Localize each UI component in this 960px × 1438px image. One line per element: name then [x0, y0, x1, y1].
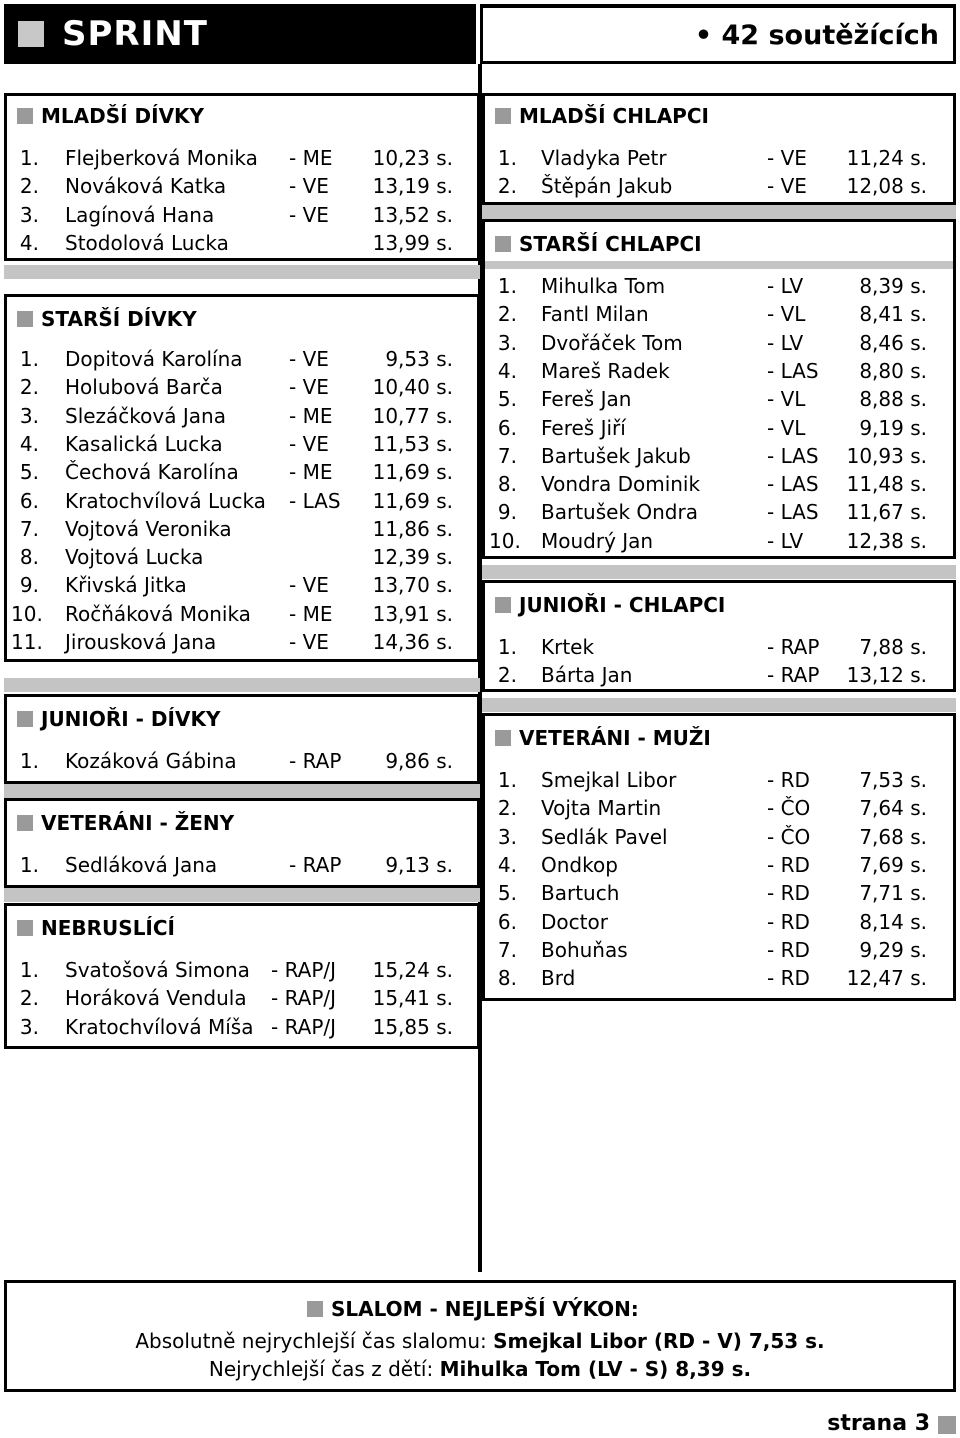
rank: 8.	[497, 966, 517, 991]
rank: 2.	[497, 174, 517, 199]
separator-band	[4, 784, 480, 798]
result-row	[485, 851, 953, 879]
competitor-name: Vondra Dominik	[541, 472, 701, 497]
time: 7,68 s.	[859, 824, 927, 849]
time: 13,91 s.	[372, 601, 453, 626]
separator-band	[482, 698, 956, 712]
club: - ČO	[767, 824, 811, 849]
result-row	[485, 936, 953, 964]
square-bullet-icon	[17, 108, 33, 124]
rank: 5.	[497, 881, 517, 906]
time: 10,93 s.	[846, 443, 927, 468]
square-bullet-icon	[495, 108, 511, 124]
result-row	[7, 956, 477, 984]
section-title: MLADŠÍ CHLAPCI	[495, 104, 709, 128]
title-bar	[4, 4, 476, 64]
competitor-name: Bartušek Ondra	[541, 500, 698, 525]
rank: 10.	[11, 601, 43, 626]
rank: 9.	[497, 500, 517, 525]
club: - LAS	[767, 472, 819, 497]
result-row	[7, 628, 477, 656]
competitor-name: Slezáčková Jana	[65, 403, 226, 428]
slalom-title: SLALOM - NEJLEPŠÍ VÝKON:	[307, 1297, 639, 1321]
competitor-name: Brd	[541, 966, 576, 991]
competitor-name: Bartušek Jakub	[541, 443, 691, 468]
result-row	[485, 498, 953, 526]
rank: 4.	[19, 230, 39, 255]
panel-veterani-zeny	[4, 798, 480, 888]
time: 11,86 s.	[372, 516, 453, 541]
result-row	[7, 600, 477, 628]
club: - RAP	[289, 853, 342, 877]
rank: 3.	[19, 202, 39, 227]
time: 7,53 s.	[859, 768, 927, 792]
square-bullet-icon	[17, 311, 33, 327]
section-title: VETERÁNI - MUŽI	[495, 726, 711, 750]
time: 8,88 s.	[859, 387, 927, 412]
rank: 1.	[19, 146, 39, 170]
time: 11,69 s.	[372, 488, 453, 513]
time: 7,88 s.	[859, 635, 927, 659]
result-row	[7, 458, 477, 486]
time: 12,39 s.	[372, 545, 453, 570]
time: 12,47 s.	[846, 966, 927, 991]
square-bullet-icon	[307, 1301, 323, 1317]
time: 11,24 s.	[846, 146, 927, 170]
time: 9,29 s.	[859, 937, 927, 962]
rank: 9.	[19, 573, 39, 598]
competitor-name: Flejberková Monika	[65, 146, 258, 170]
rank: 1.	[497, 635, 517, 659]
time: 8,80 s.	[859, 358, 927, 383]
club: - ČO	[767, 796, 811, 821]
result-row	[7, 430, 477, 458]
time: 9,53 s.	[385, 347, 453, 371]
rank: 6.	[497, 415, 517, 440]
section-title: STARŠÍ DÍVKY	[17, 307, 197, 331]
rank: 2.	[19, 986, 39, 1011]
competitor-name: Nováková Katka	[65, 174, 227, 199]
separator-band	[485, 261, 953, 269]
competitor-name: Ondkop	[541, 852, 618, 877]
club: - RAP/J	[271, 1014, 337, 1039]
result-row	[485, 661, 953, 689]
panel-starsi-divky	[4, 294, 480, 662]
time: 9,19 s.	[859, 415, 927, 440]
rank: 7.	[19, 516, 39, 541]
competitor-name: Kozáková Gábina	[65, 749, 237, 773]
time: 8,41 s.	[859, 302, 927, 327]
club: - RAP	[767, 635, 820, 659]
result-row	[7, 229, 477, 257]
competitor-name: Krtek	[541, 635, 595, 659]
separator-band	[482, 205, 956, 219]
square-bullet-icon	[18, 21, 44, 47]
time: 7,71 s.	[859, 881, 927, 906]
competitor-name: Holubová Barča	[65, 375, 223, 400]
rank: 1.	[497, 146, 517, 170]
time: 11,53 s.	[372, 431, 453, 456]
competitor-name: Vojta Martin	[541, 796, 662, 821]
panel-mladsi-divky	[4, 93, 480, 261]
competitor-name: Kasalická Lucka	[65, 431, 223, 456]
result-row	[485, 794, 953, 822]
club: - VE	[289, 573, 329, 598]
club: - LV	[767, 330, 804, 355]
square-bullet-icon	[17, 711, 33, 727]
club: - VE	[289, 630, 329, 654]
section-title: JUNIOŘI - CHLAPCI	[495, 593, 725, 617]
slalom-best-box	[4, 1280, 956, 1392]
section-title: VETERÁNI - ŽENY	[17, 811, 234, 835]
time: 13,12 s.	[846, 663, 927, 688]
rank: 6.	[497, 909, 517, 934]
time: 11,69 s.	[372, 460, 453, 485]
rank: 2.	[497, 663, 517, 688]
result-row	[485, 823, 953, 851]
competitor-name: Bohuňas	[541, 937, 628, 962]
square-bullet-icon	[938, 1416, 956, 1434]
result-row	[7, 747, 477, 775]
competitor-name: Fantl Milan	[541, 302, 649, 327]
competitor-name: Křivská Jitka	[65, 573, 187, 598]
competitor-name: Stodolová Lucka	[65, 230, 229, 255]
rank: 1.	[19, 347, 39, 371]
competitor-name: Moudrý Jan	[541, 528, 654, 553]
club: - RD	[767, 966, 810, 991]
rank: 4.	[497, 358, 517, 383]
time: 15,85 s.	[372, 1014, 453, 1039]
separator-band	[4, 265, 480, 279]
rank: 7.	[497, 937, 517, 962]
result-row	[7, 851, 477, 879]
competitor-name: Vladyka Petr	[541, 146, 667, 170]
club: - ME	[289, 403, 333, 428]
competitor-name: Dopitová Karolína	[65, 347, 243, 371]
time: 10,77 s.	[372, 403, 453, 428]
result-row	[485, 442, 953, 470]
result-row	[485, 633, 953, 661]
time: 15,41 s.	[372, 986, 453, 1011]
result-row	[7, 515, 477, 543]
rank: 3.	[497, 330, 517, 355]
rank: 5.	[19, 460, 39, 485]
club: - RD	[767, 909, 810, 934]
result-row	[485, 908, 953, 936]
rank: 8.	[497, 472, 517, 497]
competitor-name: Bárta Jan	[541, 663, 633, 688]
section-title: STARŠÍ CHLAPCI	[495, 232, 702, 256]
competitor-name: Svatošová Simona	[65, 958, 250, 982]
section-title: NEBRUSLÍCÍ	[17, 916, 175, 940]
result-row	[7, 201, 477, 229]
competitor-name: Kratochvílová Lucka	[65, 488, 266, 513]
competitor-name: Vojtová Veronika	[65, 516, 232, 541]
result-row	[7, 487, 477, 515]
separator-band	[4, 678, 480, 692]
result-row	[7, 984, 477, 1012]
time: 8,14 s.	[859, 909, 927, 934]
rank: 1.	[19, 749, 39, 773]
time: 13,99 s.	[372, 230, 453, 255]
time: 11,67 s.	[846, 500, 927, 525]
club: - LAS	[289, 488, 341, 513]
square-bullet-icon	[17, 815, 33, 831]
competitor-name: Doctor	[541, 909, 608, 934]
section-title: MLADŠÍ DÍVKY	[17, 104, 204, 128]
competitor-name: Mihulka Tom	[541, 274, 666, 298]
club: - LV	[767, 274, 804, 298]
square-bullet-icon	[495, 597, 511, 613]
square-bullet-icon	[17, 920, 33, 936]
section-title: JUNIOŘI - DÍVKY	[17, 707, 220, 731]
result-row	[7, 402, 477, 430]
rank: 2.	[19, 375, 39, 400]
competitor-name: Mareš Radek	[541, 358, 670, 383]
rank: 2.	[19, 174, 39, 199]
rank: 3.	[19, 1014, 39, 1039]
club: - VE	[767, 146, 807, 170]
club: - RAP	[767, 663, 820, 688]
time: 9,86 s.	[385, 749, 453, 773]
club: - VE	[289, 375, 329, 400]
competitor-name: Kratochvílová Míša	[65, 1014, 254, 1039]
participant-count: • 42 soutěžících	[694, 20, 939, 51]
rank: 6.	[19, 488, 39, 513]
rank: 2.	[497, 796, 517, 821]
page-number: strana 3	[827, 1411, 930, 1436]
competitor-name: Smejkal Libor	[541, 768, 677, 792]
result-row	[7, 1013, 477, 1041]
club: - VL	[767, 415, 806, 440]
club: - LV	[767, 528, 804, 553]
rank: 4.	[497, 852, 517, 877]
result-row	[485, 527, 953, 555]
time: 12,38 s.	[846, 528, 927, 553]
time: 10,23 s.	[372, 146, 453, 170]
rank: 3.	[497, 824, 517, 849]
club: - VL	[767, 387, 806, 412]
time: 9,13 s.	[385, 853, 453, 877]
rank: 10.	[489, 528, 521, 553]
panel-veterani-muzi	[482, 713, 956, 1001]
competitor-name: Sedlák Pavel	[541, 824, 668, 849]
result-row	[485, 300, 953, 328]
time: 7,64 s.	[859, 796, 927, 821]
time: 10,40 s.	[372, 375, 453, 400]
competitor-name: Sedláková Jana	[65, 853, 218, 877]
result-row	[485, 272, 953, 300]
result-row	[7, 172, 477, 200]
time: 13,70 s.	[372, 573, 453, 598]
participant-count-box	[480, 4, 956, 64]
result-row	[485, 357, 953, 385]
result-row	[485, 172, 953, 200]
time: 13,19 s.	[372, 174, 453, 199]
club: - ME	[289, 460, 333, 485]
time: 15,24 s.	[372, 958, 453, 982]
result-row	[7, 571, 477, 599]
time: 11,48 s.	[846, 472, 927, 497]
club: - LAS	[767, 358, 819, 383]
competitor-name: Lagínová Hana	[65, 202, 215, 227]
club: - VE	[289, 347, 329, 371]
rank: 1.	[19, 958, 39, 982]
time: 7,69 s.	[859, 852, 927, 877]
club: - VE	[289, 174, 329, 199]
separator-band	[482, 565, 956, 579]
rank: 2.	[497, 302, 517, 327]
time: 13,52 s.	[372, 202, 453, 227]
result-row	[485, 879, 953, 907]
competitor-name: Dvořáček Tom	[541, 330, 683, 355]
result-row	[485, 470, 953, 498]
time: 8,46 s.	[859, 330, 927, 355]
rank: 7.	[497, 443, 517, 468]
slalom-children-best: Nejrychlejší čas z dětí: Mihulka Tom (LV - S) 8,39 s.	[208, 1357, 752, 1381]
competitor-name: Bartuch	[541, 881, 620, 906]
result-row	[485, 414, 953, 442]
club: - VE	[289, 431, 329, 456]
club: - LAS	[767, 500, 819, 525]
panel-nebruslici	[4, 903, 480, 1049]
panel-mladsi-chlapci	[482, 93, 956, 205]
panel-starsi-chlapci	[482, 219, 956, 559]
club: - RAP/J	[271, 958, 337, 982]
rank: 1.	[497, 768, 517, 792]
competitor-name: Fereš Jiří	[541, 415, 626, 440]
club: - RD	[767, 768, 810, 792]
panel-juniori-chlapci	[482, 580, 956, 692]
club: - ME	[289, 146, 333, 170]
result-row	[7, 345, 477, 373]
square-bullet-icon	[495, 236, 511, 252]
club: - VE	[289, 202, 329, 227]
result-row	[7, 373, 477, 401]
competitor-name: Jirousková Jana	[65, 630, 217, 654]
club: - LAS	[767, 443, 819, 468]
club: - VL	[767, 302, 806, 327]
rank: 8.	[19, 545, 39, 570]
rank: 3.	[19, 403, 39, 428]
slalom-absolute-best: Absolutně nejrychlejší čas slalomu: Smejkal Libor (RD - V) 7,53 s.	[135, 1329, 825, 1353]
result-row	[485, 766, 953, 794]
result-row	[7, 144, 477, 172]
competitor-name: Čechová Karolína	[65, 460, 239, 485]
competitor-name: Ročňáková Monika	[65, 601, 251, 626]
club: - RAP	[289, 749, 342, 773]
result-row	[485, 144, 953, 172]
rank: 1.	[19, 853, 39, 877]
competitor-name: Horáková Vendula	[65, 986, 247, 1011]
competitor-name: Štěpán Jakub	[541, 174, 673, 199]
club: - RAP/J	[271, 986, 337, 1011]
panel-juniori-divky	[4, 694, 480, 784]
rank: 4.	[19, 431, 39, 456]
result-row	[485, 329, 953, 357]
club: - RD	[767, 881, 810, 906]
page-title: SPRINT	[62, 14, 208, 54]
rank: 5.	[497, 387, 517, 412]
square-bullet-icon	[495, 730, 511, 746]
rank: 11.	[11, 630, 43, 654]
competitor-name: Fereš Jan	[541, 387, 632, 412]
club: - ME	[289, 601, 333, 626]
rank: 1.	[497, 274, 517, 298]
competitor-name: Vojtová Lucka	[65, 545, 204, 570]
time: 12,08 s.	[846, 174, 927, 199]
club: - RD	[767, 852, 810, 877]
club: - VE	[767, 174, 807, 199]
result-row	[485, 964, 953, 992]
result-row	[7, 543, 477, 571]
separator-band	[4, 888, 480, 902]
time: 14,36 s.	[372, 630, 453, 654]
result-row	[485, 385, 953, 413]
club: - RD	[767, 937, 810, 962]
time: 8,39 s.	[859, 274, 927, 298]
